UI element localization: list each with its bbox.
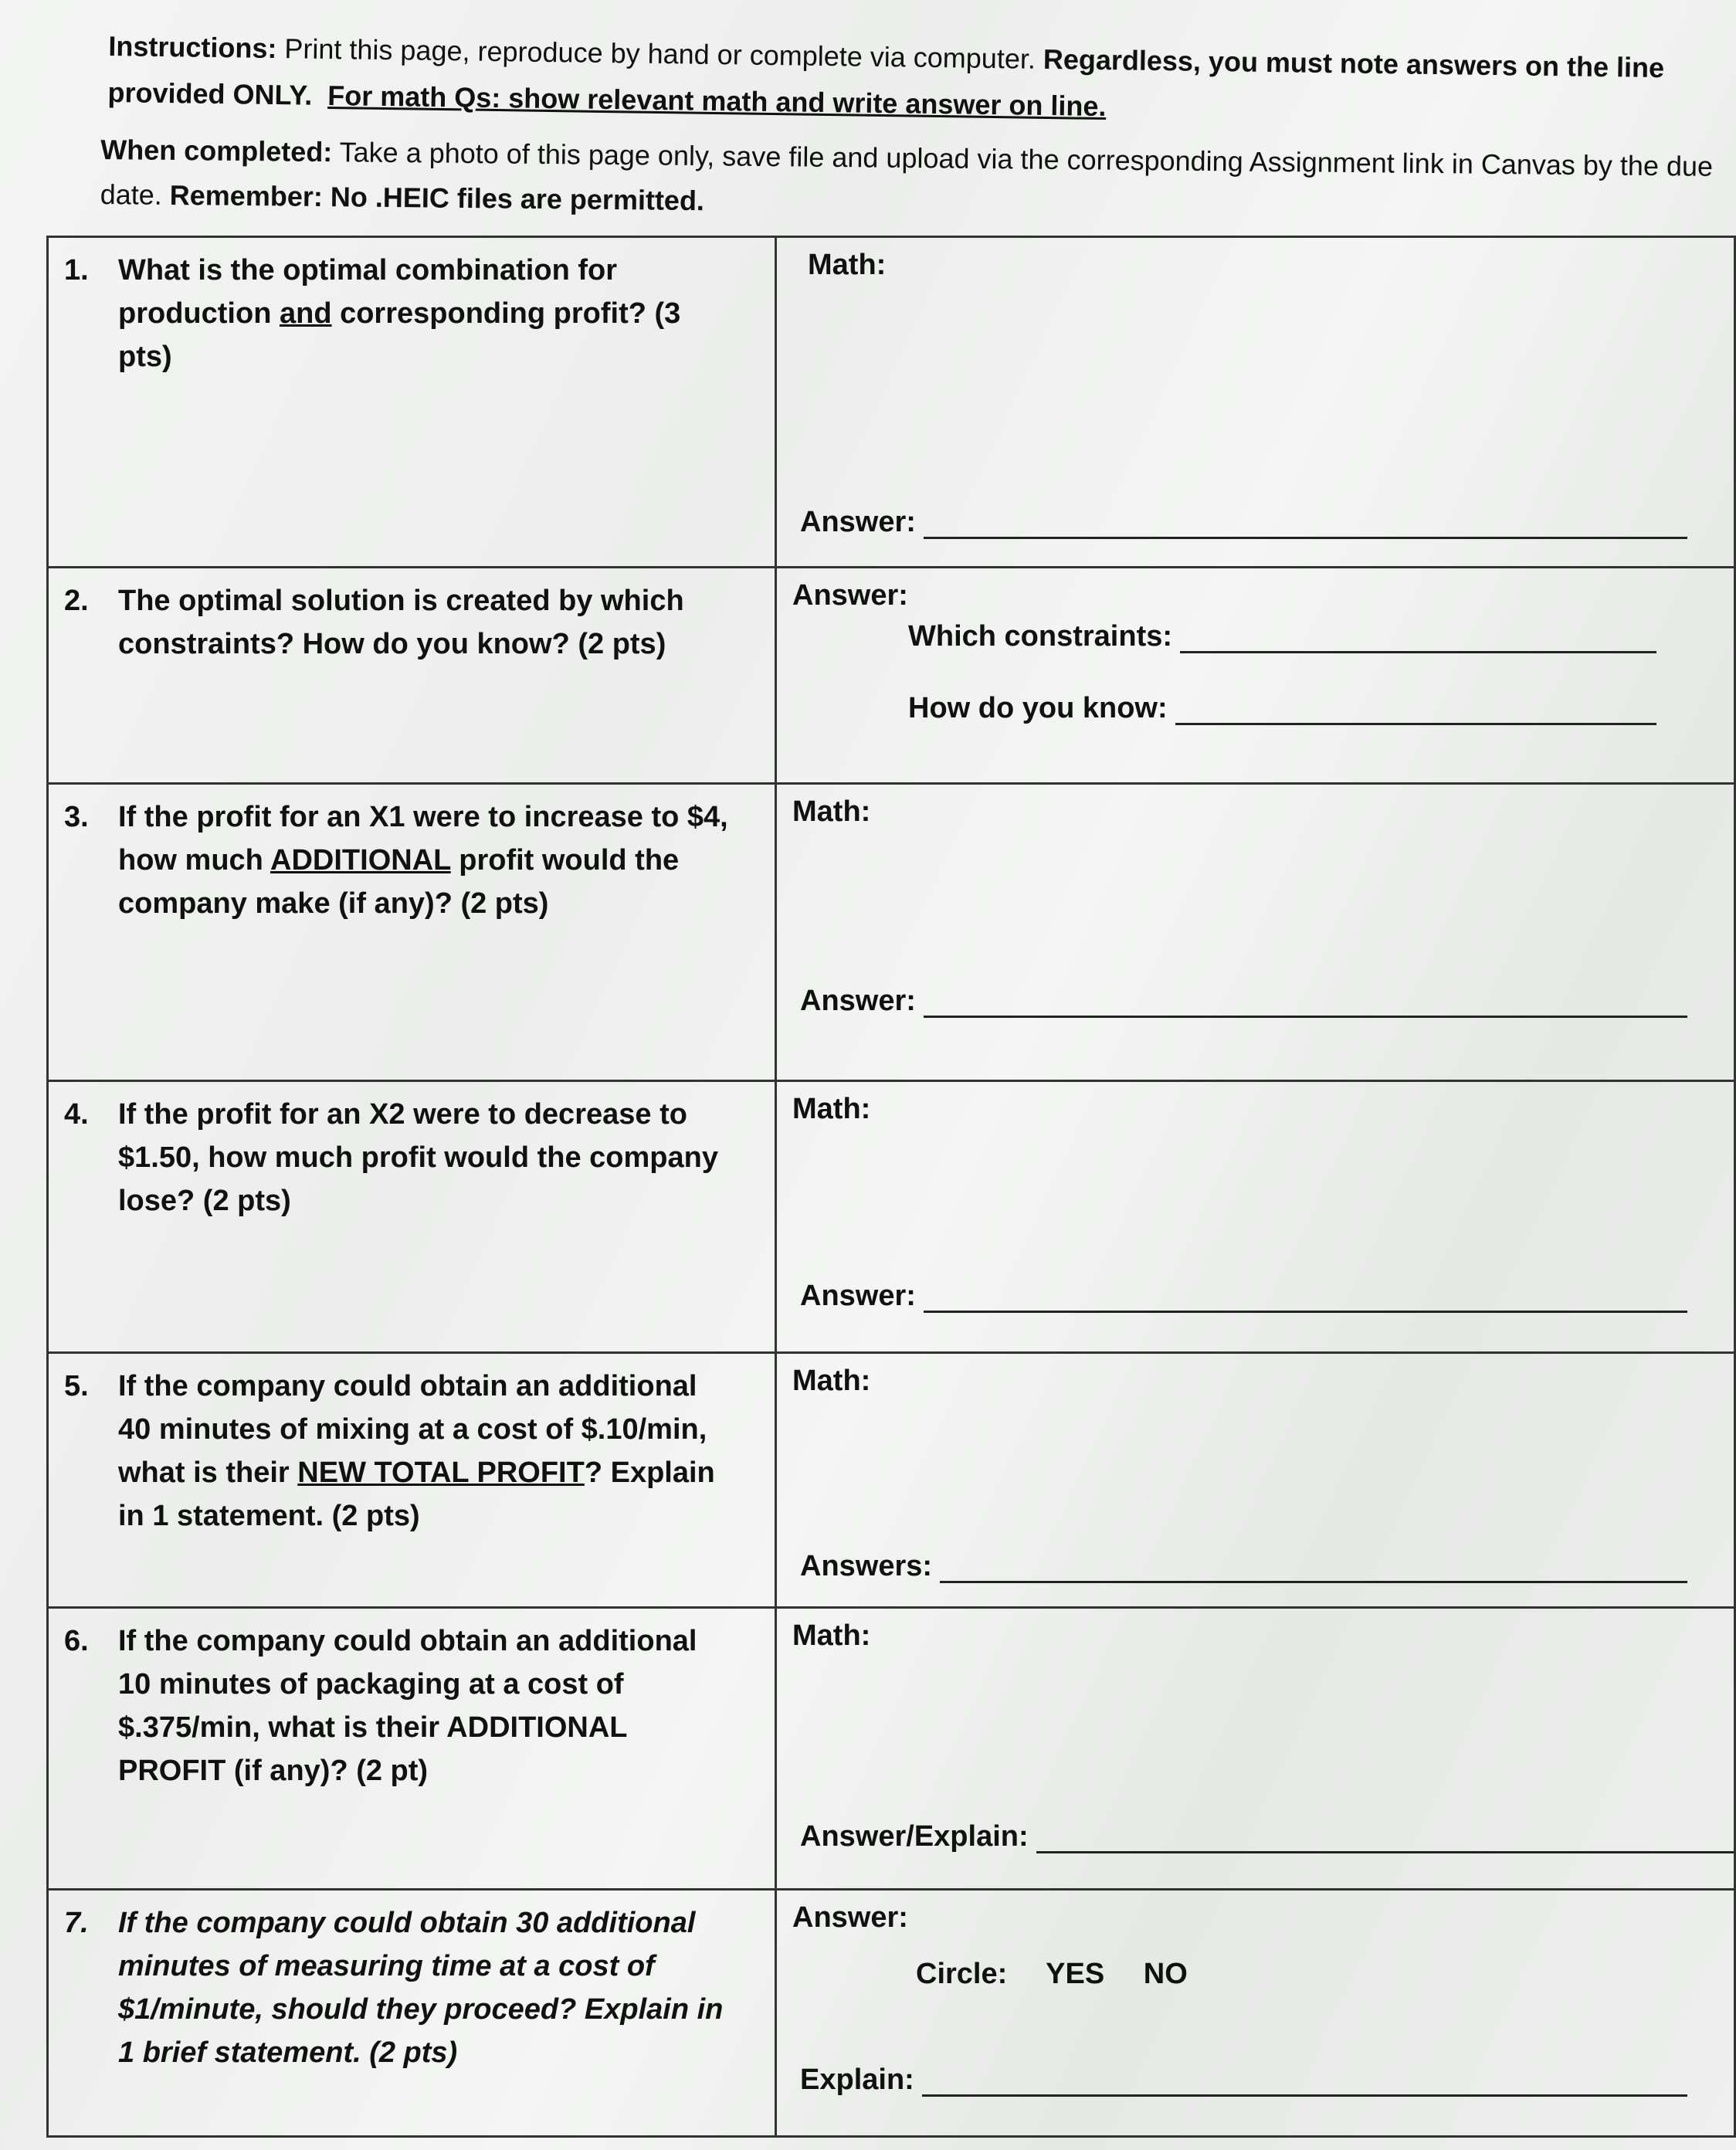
question-cell-7 bbox=[48, 1890, 776, 2137]
question-row-6 bbox=[48, 1608, 1735, 1890]
answer-blank[interactable] bbox=[924, 1284, 1687, 1313]
question-number: 6. bbox=[64, 1625, 89, 1657]
question-text-1a: What is the optimal combination for production bbox=[118, 254, 617, 330]
instructions-block bbox=[107, 23, 1714, 123]
math-label: Math: bbox=[792, 1365, 871, 1397]
which-constraints-label: Which constraints: bbox=[908, 620, 1173, 653]
completed-remember: Remember: No .HEIC files are permitted. bbox=[169, 178, 705, 217]
answer-label: Answer: bbox=[800, 985, 916, 1017]
no-option[interactable]: NO bbox=[1143, 1958, 1188, 1990]
question-row-4 bbox=[48, 1081, 1735, 1353]
question-row-2 bbox=[48, 568, 1735, 784]
answer-cell-4 bbox=[776, 1081, 1735, 1353]
answer-cell-3 bbox=[776, 784, 1735, 1081]
question-cell-5 bbox=[48, 1353, 776, 1608]
answer-label: Answer: bbox=[792, 1901, 908, 1934]
how-know-line[interactable] bbox=[908, 692, 1656, 725]
answer-label: Answer/Explain: bbox=[800, 1820, 1029, 1853]
which-constraints-blank[interactable] bbox=[1180, 625, 1656, 653]
answer-cell-7 bbox=[776, 1890, 1735, 2137]
answer-cell-2 bbox=[776, 568, 1735, 784]
answer-line-4[interactable] bbox=[800, 1280, 1687, 1313]
answer-line-3[interactable] bbox=[800, 985, 1687, 1018]
question-text-7: If the company could obtain 30 additional minutes of measuring time at a cost of $1/minute, should they proceed? Explain in 1 brief statement. (2 pts) bbox=[118, 1907, 724, 2069]
math-label: Math: bbox=[792, 1093, 871, 1125]
instructions-math: For math Qs: show relevant math and write answer on line. bbox=[327, 79, 1107, 123]
question-number: 4. bbox=[64, 1098, 89, 1131]
question-text-5a: If the company could obtain an additional 40 minutes of mixing at a cost of $.10/min, what is their bbox=[118, 1370, 707, 1489]
question-row-1 bbox=[48, 237, 1735, 568]
explain-line-7[interactable] bbox=[800, 2064, 1687, 2097]
completed-label: When completed: bbox=[100, 134, 333, 168]
question-text-5b: ? Explain in 1 statement. (2 pts) bbox=[118, 1457, 715, 1532]
question-number: 1. bbox=[64, 254, 89, 287]
completed-text-1: Take a photo of this page only, save file and upload via the corresponding Assignment link in Canvas by the due date. bbox=[100, 136, 1714, 211]
question-row-7 bbox=[48, 1890, 1735, 2137]
answer-cell-1 bbox=[776, 237, 1735, 568]
question-text-4: If the profit for an X2 were to decrease to $1.50, how much profit would the company lose? (2 pts) bbox=[118, 1098, 718, 1217]
question-text-6: If the company could obtain an additional 10 minutes of packaging at a cost of $.375/min, what is their ADDITIONAL PROFIT (if any)? (2 pt) bbox=[118, 1625, 697, 1787]
answer-line-1[interactable] bbox=[800, 506, 1687, 539]
explain-label: Explain: bbox=[800, 2064, 914, 2096]
math-label: Math: bbox=[808, 249, 887, 281]
which-constraints-line[interactable] bbox=[908, 620, 1656, 653]
question-text-3a: If the profit for an X1 were to increase to $4, how much bbox=[118, 801, 728, 877]
question-text-1b: corresponding profit? (3 pts) bbox=[118, 297, 681, 373]
answer-line-5[interactable] bbox=[800, 1550, 1687, 1583]
math-label: Math: bbox=[792, 1619, 871, 1652]
how-know-label: How do you know: bbox=[908, 692, 1168, 724]
answer-label: Answer: bbox=[800, 1280, 916, 1312]
answer-blank[interactable] bbox=[940, 1555, 1687, 1583]
answer-line-6[interactable] bbox=[800, 1820, 1734, 1853]
instructions-text-1: Print this page, reproduce by hand or complete via computer. bbox=[284, 32, 1036, 75]
question-cell-2 bbox=[48, 568, 776, 784]
yes-no-row bbox=[916, 1958, 1718, 1991]
question-text-3b: profit would the company make (if any)? (2 pts) bbox=[118, 844, 680, 920]
how-know-blank[interactable] bbox=[1175, 697, 1656, 725]
question-cell-3 bbox=[48, 784, 776, 1081]
answer-cell-5 bbox=[776, 1353, 1735, 1608]
question-text-5-new-total: NEW TOTAL PROFIT bbox=[297, 1457, 585, 1489]
completed-block bbox=[100, 127, 1722, 217]
question-text-2: The optimal solution is created by which constraints? How do you know? (2 pts) bbox=[118, 585, 684, 660]
yes-option[interactable]: YES bbox=[1046, 1958, 1105, 1990]
question-text-1-and: and bbox=[279, 297, 332, 330]
questions-table bbox=[46, 236, 1736, 2138]
question-row-3 bbox=[48, 784, 1735, 1081]
instructions-text-2: Regardless, you must note answers on the line provided ONLY. bbox=[107, 42, 1665, 111]
question-number: 7. bbox=[64, 1907, 89, 1939]
circle-label: Circle: bbox=[916, 1958, 1008, 1990]
question-cell-4 bbox=[48, 1081, 776, 1353]
question-cell-6 bbox=[48, 1608, 776, 1890]
answer-label: Answers: bbox=[800, 1550, 933, 1582]
explain-blank[interactable] bbox=[922, 2068, 1687, 2097]
answer-cell-6 bbox=[776, 1608, 1735, 1890]
answer-label: Answer: bbox=[800, 506, 916, 538]
question-number: 5. bbox=[64, 1370, 89, 1402]
question-cell-1 bbox=[48, 237, 776, 568]
math-label: Math: bbox=[792, 795, 871, 828]
answer-blank[interactable] bbox=[924, 989, 1687, 1018]
instructions-label: Instructions: bbox=[108, 30, 277, 65]
answer-label: Answer: bbox=[792, 579, 908, 612]
question-text-3-additional: ADDITIONAL bbox=[270, 844, 451, 877]
question-number: 2. bbox=[64, 585, 89, 617]
question-number: 3. bbox=[64, 801, 89, 833]
answer-blank[interactable] bbox=[924, 510, 1687, 539]
answer-blank[interactable] bbox=[1036, 1825, 1734, 1853]
question-row-5 bbox=[48, 1353, 1735, 1608]
